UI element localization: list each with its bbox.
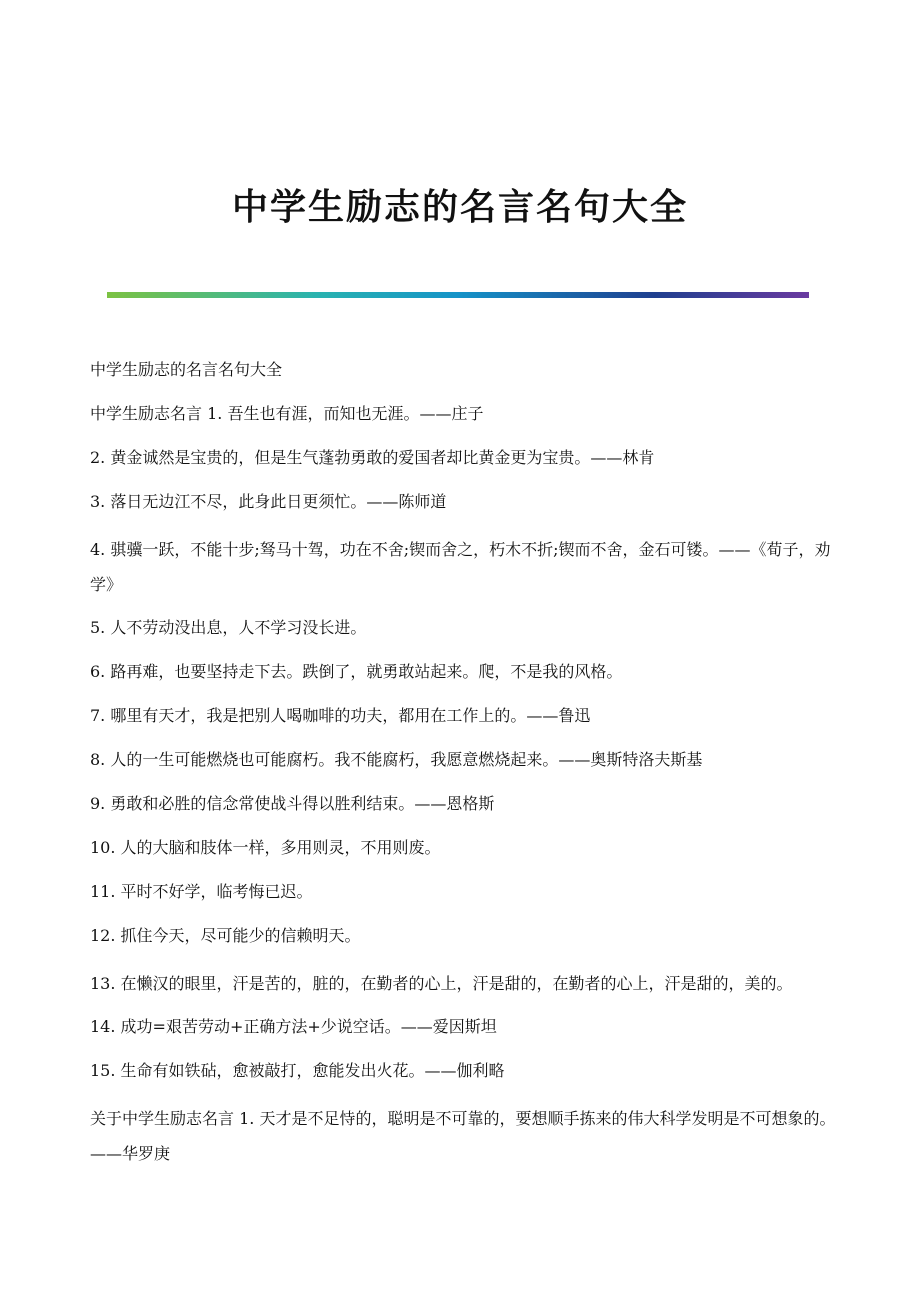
quote-paragraph: 4. 骐骥一跃，不能十步;驽马十驾，功在不舍;锲而舍之，朽木不折;锲而不舍，金石可镂。——《荀子，劝学》 (90, 540, 831, 594)
quote-paragraph: 9. 勇敢和必胜的信念常使战斗得以胜利结束。——恩格斯 (90, 794, 495, 813)
document-body (90, 356, 842, 1183)
quote-paragraph: 15. 生命有如铁砧，愈被敲打，愈能发出火花。——伽利略 (90, 1061, 505, 1080)
quote-paragraph: 3. 落日无边江不尽，此身此日更须忙。——陈师道 (90, 492, 447, 511)
quote-paragraph: 6. 路再难，也要坚持走下去。跌倒了，就勇敢站起来。爬，不是我的风格。 (90, 662, 623, 681)
quote-paragraph: 7. 哪里有天才，我是把别人喝咖啡的功夫，都用在工作上的。——鲁迅 (90, 706, 591, 725)
quote-paragraph: 8. 人的一生可能燃烧也可能腐朽。我不能腐朽，我愿意燃烧起来。——奥斯特洛夫斯基 (90, 750, 703, 769)
quote-paragraph: 2. 黄金诚然是宝贵的，但是生气蓬勃勇敢的爱国者却比黄金更为宝贵。——林肯 (90, 448, 655, 467)
quote-paragraph: 13. 在懒汉的眼里，汗是苦的，脏的，在勤者的心上，汗是甜的，在勤者的心上，汗是甜的，美的。 (90, 974, 793, 993)
quote-paragraph: 5. 人不劳动没出息，人不学习没长进。 (90, 618, 367, 637)
paragraph-heading: 中学生励志的名言名句大全 (90, 360, 283, 379)
quote-paragraph: 14. 成功=艰苦劳动+正确方法+少说空话。——爱因斯坦 (90, 1017, 497, 1036)
quote-paragraph: 12. 抓住今天，尽可能少的信赖明天。 (90, 926, 361, 945)
quote-paragraph: 关于中学生励志名言 1. 天才是不足恃的，聪明是不可靠的，要想顺手拣来的伟大科学发明是不可想象的。——华罗庚 (90, 1109, 836, 1163)
title-divider (107, 292, 809, 298)
document-title: 中学生励志的名言名句大全 (231, 187, 688, 228)
quote-paragraph: 11. 平时不好学，临考悔已迟。 (90, 882, 313, 901)
quote-paragraph: 中学生励志名言 1. 吾生也有涯，而知也无涯。——庄子 (90, 404, 484, 423)
quote-paragraph: 10. 人的大脑和肢体一样，多用则灵，不用则废。 (90, 838, 441, 857)
